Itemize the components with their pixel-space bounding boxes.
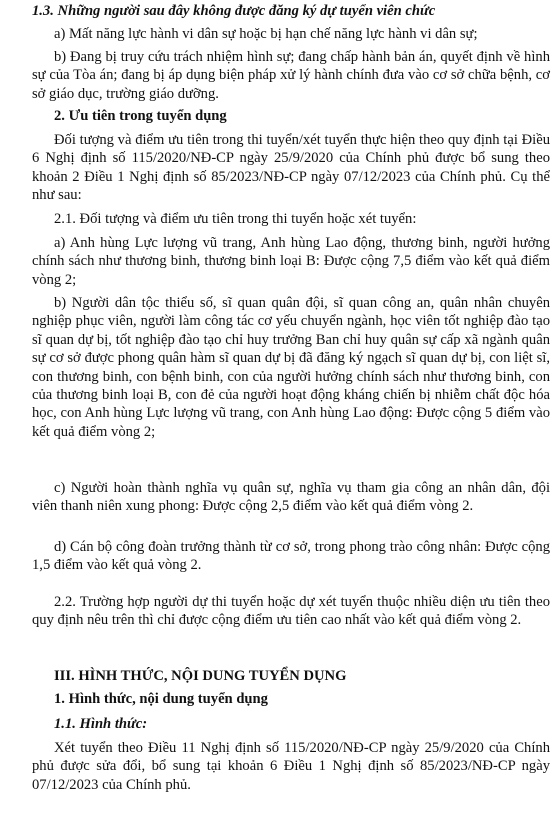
subsection-2-1: 2.1. Đối tượng và điểm ưu tiên trong thi tuyển hoặc xét tuyển: [54, 211, 417, 227]
paragraph-priority-b: b) Người dân tộc thiểu số, sĩ quan quân đội, sĩ quan công an, quân nhân chuyên nghiệp phục viên, người làm công tác cơ yếu chuyển ngành, học viên tốt nghiệp đào tạo sĩ quan dự bị, tốt nghiệp đào tạo chỉ huy trưởng Ban chỉ huy quân sự cấp xã ngành quân sự cơ sở được phong quân hàm sĩ quan dự bị đã đăng ký ngạch sĩ quan dự bị, con liệt sĩ, con thương binh, con bệnh binh, con của người hưởng chính sách như thương binh, con của thương binh loại B, con đẻ của người hoạt động kháng chiến bị nhiễm chất độc hóa học, con Anh hùng Lực lượng vũ trang, con Anh hùng Lao động: Được cộng 5 điểm vào kết quả điểm vòng 2; [32, 295, 550, 440]
section-heading-2: 2. Ưu tiên trong tuyển dụng [54, 108, 227, 124]
paragraph-form: Xét tuyển theo Điều 11 Nghị định số 115/2020/NĐ-CP ngày 25/9/2020 của Chính phủ được sửa đổi, bổ sung tại khoản 6 Điều 1 Nghị định số 85/2023/NĐ-CP ngày 07/12/2023 của Chính phủ. [32, 740, 550, 793]
subsection-heading-1-1: 1.1. Hình thức: [54, 716, 148, 732]
section-heading-iii: III. HÌNH THỨC, NỘI DUNG TUYỂN DỤNG [54, 668, 347, 684]
subsection-2-2: 2.2. Trường hợp người dự thi tuyển hoặc dự xét tuyển thuộc nhiều diện ưu tiên theo quy định nêu trên thì chỉ được cộng điểm ưu tiên cao nhất vào kết quả điểm vòng 2. [32, 594, 550, 629]
section-heading-1-3: 1.3. Những người sau đây không được đăng ký dự tuyển viên chức [32, 3, 436, 19]
paragraph-item-a: a) Mất năng lực hành vi dân sự hoặc bị hạn chế năng lực hành vi dân sự; [54, 26, 478, 42]
paragraph-priority-intro: Đối tượng và điểm ưu tiên trong thi tuyển/xét tuyển thực hiện theo quy định tại Điều 6 Nghị định số 115/2020/NĐ-CP ngày 25/9/2020 của Chính phủ được bổ sung theo khoản 2 Điều 1 Nghị định số 85/2023/NĐ-CP ngày 07/12/2023 của Chính phủ. Cụ thể như sau: [32, 132, 550, 204]
paragraph-item-b: b) Đang bị truy cứu trách nhiệm hình sự; đang chấp hành bản án, quyết định về hình sự của Tòa án; đang bị áp dụng biện pháp xử lý hành chính đưa vào cơ sở chữa bệnh, cơ sở giáo dục, trường giáo dưỡng. [32, 49, 550, 102]
paragraph-priority-c: c) Người hoàn thành nghĩa vụ quân sự, nghĩa vụ tham gia công an nhân dân, đội viên thanh niên xung phong: Được cộng 2,5 điểm vào kết quả điểm vòng 2. [32, 480, 550, 515]
section-heading-1: 1. Hình thức, nội dung tuyển dụng [54, 691, 268, 707]
paragraph-priority-d: d) Cán bộ công đoàn trưởng thành từ cơ sở, trong phong trào công nhân: Được cộng 1,5 điểm vào kết quả vòng 2. [32, 539, 550, 574]
paragraph-priority-a: a) Anh hùng Lực lượng vũ trang, Anh hùng Lao động, thương binh, người hưởng chính sách như thương binh, thương binh loại B: Được cộng 7,5 điểm vào kết quả điểm vòng 2; [32, 235, 550, 288]
